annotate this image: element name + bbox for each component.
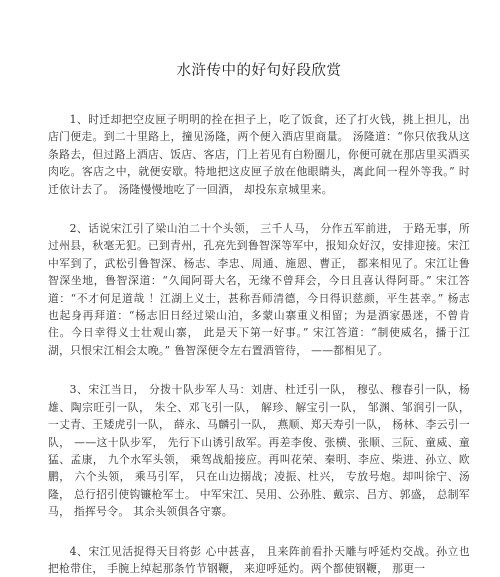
- paragraph-3: 3、宋江当日， 分拨十队步军人马：刘唐、杜迁引一队， 穆弘、穆春引一队，杨雄、陶宗旺引一队， 朱仝、邓飞引一队， 解珍、解宝引一队， 邹渊、邹润引一队， 一丈青、王矮虎引一队， 薛永、马麟引一队， 燕顺、郑天寿引一队， 杨林、李云引一队， ——这十队步军， 先行下山诱引敌军。再差李俊、张横、张顺、三阮、童威、童猛、孟康， 九个水军头领， 乘驾战船接应。再叫花荣、秦明、李应、柴进、孙立、欧鹏， 六个头领， 乘马引军， 只在山边搦战；凌振、杜兴， 专放号炮。却叫徐宁、汤隆， 总行招引使钩镰枪军士。 中军宋江、吴用、公孙胜、戴宗、吕方、郭盛， 总制军马， 指挥号令。 其余头领俱各守寨。: [48, 383, 470, 519]
- paragraph-1: 1、时迁却把空皮匣子明明的拴在担子上，吃了饭食，还了打火钱，挑上担儿，出店门便走。到二十里路上，撞见汤隆，两个便入酒店里商量。 汤隆道：“你只依我从这条路去，但过路上酒店、饭店、客店，门上若见有白粉圈儿，你便可就在那店里买酒买肉吃。客店之中，就便安歇。特地把这皮匣子放在他眼睛头，离此间一程外等我。” 时迁依计去了。 汤隆慢慢地吃了一回酒， 却投东京城里来。: [48, 113, 470, 196]
- page-title: 水浒传中的好句好段欣赏: [176, 63, 342, 79]
- paragraph-2: 2、话说宋江引了梁山泊二十个头领， 三千人马， 分作五军前进， 于路无事，所过州县，秋毫无犯。已到青州，孔亮先到鲁智深等军中，报知众好汉，安排迎接。宋江中军到了，武松引鲁智深、杨志、李忠、周通、施恩、曹正， 都来相见了。宋江让鲁智深坐地，鲁智深道：“久闻阿哥大名，无缘不曾拜会，今日且喜认得阿哥。” 宋江答道：“不才何足道哉 ！江湖上义士，甚称吾师清德，今日得识慈颜，平生甚幸。” 杨志也起身再拜道：“杨志旧日经过梁山泊，多蒙山寨重义相留；为是酒家愚迷，不曾肯住。今日幸得义士壮观山寨， 此是天下第一好事。” 宋江答道：“制使威名，播于江湖，只恨宋江相会太晚。” 鲁智深便令左右置酒管待， ——都相见了。: [48, 222, 470, 357]
- paragraph-4: 4、宋江见活捉得天目将彭 心中甚喜， 且来阵前看扑天雕与呼延灼交战。孙立也把枪带住， 手腕上绰起那条竹节钢鞭， 来迎呼延灼。两个都使钢鞭， 那更一: [48, 544, 470, 575]
- document-body: [48, 111, 470, 577]
